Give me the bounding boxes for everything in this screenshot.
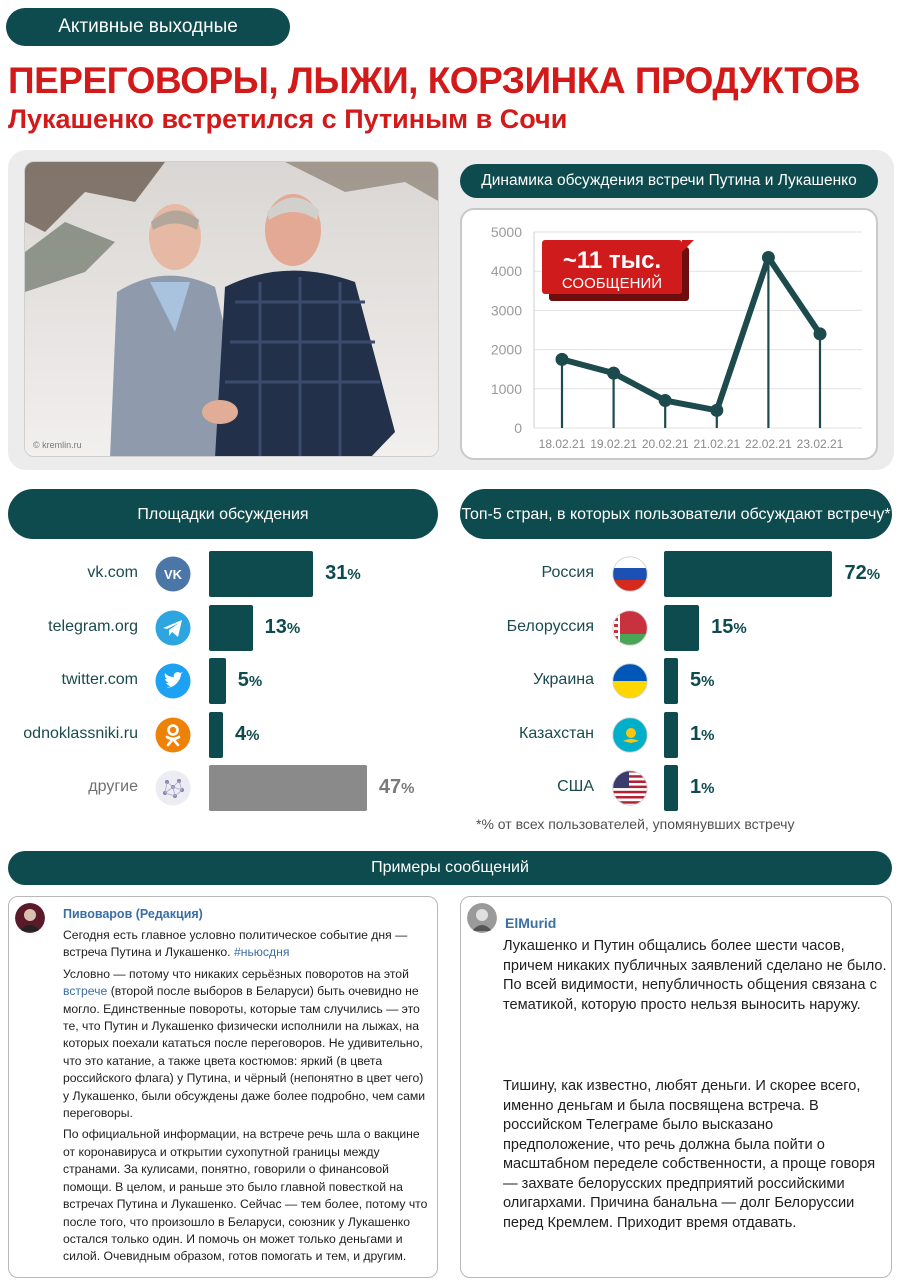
message-paragraph: (второй после выборов в Беларуси) быть очевидно не могло. Единственные повороты, которые там случились — это те, что Путин и Лукашенко физически исполнили на лыжах, на которых поехали кататься после переговоров. Не удивительно, что это катание, а также цвета костюмов: яркий (в цвета российского флага) у Путина, и чёрный (непонятно в цвет чего) у Лукашенко, были обсуждены даже более подробно, чем сами переговоры. (63, 984, 426, 1121)
bar-category-label: другие (88, 778, 138, 795)
message-paragraph: По официальной информации, на встрече речь шла о вакцине от коронавируса и открытии сухопутной границы между странами. За кулисами, понятно, говорили о финансовой помощи. В целом, и раньше это было главной повесткой на встречах Путина и Лукашенко. Сейчас — тем более, потому что после того, что произошло в Беларуси, союзник у Лукашенко остался только один. И помочь он может только деньгами и силой. Очевидным образом, готов помогать и тем, и другим. (63, 1127, 428, 1264)
kazakhstan-flag-icon (612, 717, 648, 753)
y-tick-label: 4000 (490, 263, 522, 280)
page-title: ПЕРЕГОВОРЫ, ЛЫЖИ, КОРЗИНКА ПРОДУКТОВ (8, 60, 860, 101)
bar-value-label: 15% (711, 615, 747, 638)
data-point (762, 251, 775, 264)
data-point (710, 404, 723, 417)
bar-category-label: Казахстан (519, 724, 594, 742)
bar-value-label: 4% (235, 722, 260, 745)
message-author[interactable]: ElMurid (505, 915, 557, 931)
bar (664, 765, 678, 811)
message-author[interactable]: Пивоваров (Редакция) (63, 907, 203, 921)
hashtag-link[interactable]: #ньюсдня (233, 945, 290, 960)
russia-flag-icon (612, 556, 648, 592)
bar-value-label: 13% (264, 615, 301, 638)
photo-credit: © kremlin.ru (33, 440, 82, 450)
bar (209, 658, 226, 704)
bar (664, 605, 699, 651)
x-tick-label: 18.02.21 (538, 437, 586, 451)
callout-label: СООБЩЕНИЙ (561, 275, 663, 292)
examples-title: Примеры сообщений (8, 851, 892, 885)
bar-value-label: 72% (844, 562, 881, 584)
meeting-photo (24, 161, 439, 457)
y-tick-label: 2000 (490, 341, 522, 358)
section-tag: Активные выходные (6, 8, 290, 46)
belarus-flag-icon (612, 610, 648, 646)
x-tick-label: 21.02.21 (693, 437, 741, 451)
bar-value-label: 1% (690, 776, 715, 798)
platforms-title: Площадки обсуждения (8, 489, 438, 539)
bar (209, 551, 313, 597)
bar-category-label: Белоруссия (506, 617, 594, 635)
svg-text:VK: VK (163, 567, 183, 582)
y-tick-label: 1000 (490, 380, 522, 397)
bar-category-label: США (557, 778, 594, 795)
avatar (467, 903, 497, 933)
avatar (15, 903, 45, 933)
network-icon (155, 770, 191, 806)
telegram-icon (155, 610, 191, 646)
line-chart-box (460, 208, 878, 460)
y-tick-label: 3000 (490, 302, 522, 319)
bar-category-label: Украина (533, 671, 594, 688)
meeting-link[interactable]: встрече (63, 984, 108, 999)
message-paragraph: Тишину, как известно, любят деньги. И скорее всего, именно деньгам и была посвящена встреча. В российском Телеграме было высказано предположение, что речь должна была пойти о масштабном переделе собственности, а проще говоря — захвате белорусских предприятий российскими олигархами. Причина банальна — долг Белоруссии перед Кремлем. Приходит время отдавать. (503, 1078, 876, 1231)
page-subtitle: Лукашенко встретился с Путиным в Сочи (8, 104, 568, 134)
message-card-right (460, 896, 892, 1278)
line-chart-title: Динамика обсуждения встречи Путина и Лукашенко (460, 164, 878, 198)
bar (664, 551, 832, 597)
bar-category-label: Россия (541, 564, 594, 581)
data-point (607, 367, 620, 380)
total-messages-callout (542, 240, 694, 301)
bar-value-label: 5% (690, 669, 715, 691)
odnoklassniki-icon (155, 717, 191, 753)
data-point (814, 327, 827, 340)
countries-title: Топ-5 стран, в которых пользователи обсуждают встречу* (460, 489, 892, 539)
bar (664, 658, 678, 704)
bar-category-label: odnoklassniki.ru (23, 724, 138, 742)
bar (664, 712, 678, 758)
bar-category-label: twitter.com (61, 671, 138, 688)
message-paragraph: Условно — потому что никаких серьёзных поворотов на этой (63, 966, 409, 981)
x-tick-label: 23.02.21 (796, 437, 844, 451)
x-tick-label: 20.02.21 (641, 437, 689, 451)
vk-icon (155, 556, 191, 592)
ukraine-flag-icon (612, 663, 648, 699)
message-paragraph: Лукашенко и Путин общались более шести часов, причем никаких публичных заявлений сделано не было. По всей видимости, непубличность общения связана с тематикой, которую просто нельзя выносить наружу. (503, 938, 887, 1013)
message-text (63, 927, 429, 1270)
data-point (659, 394, 672, 407)
bar-value-label: 1% (690, 722, 715, 745)
bar-category-label: telegram.org (48, 617, 138, 635)
bar (209, 765, 367, 811)
bar (209, 712, 223, 758)
bar-value-label: 5% (237, 669, 263, 691)
photo-illustration (25, 162, 439, 457)
footnote: *% от всех пользователей, упомянувших встречу (476, 816, 795, 832)
bar-value-label: 31% (325, 562, 361, 584)
line-chart (462, 210, 876, 458)
bar-category-label: vk.com (87, 564, 138, 581)
y-tick-label: 5000 (490, 224, 522, 240)
message-intro: Сегодня есть главное условно политическое событие дня — встреча Путина и Лукашенко. (63, 928, 408, 960)
data-point (556, 353, 569, 366)
callout-value: ~11 тыс. (562, 247, 662, 274)
y-tick-label: 0 (514, 420, 522, 436)
x-tick-label: 19.02.21 (590, 437, 637, 451)
message-card-left (8, 896, 438, 1278)
bar (209, 605, 253, 651)
usa-flag-icon (612, 770, 648, 806)
twitter-icon (155, 663, 191, 699)
bar-value-label: 47% (378, 776, 415, 798)
x-tick-label: 22.02.21 (745, 437, 792, 451)
